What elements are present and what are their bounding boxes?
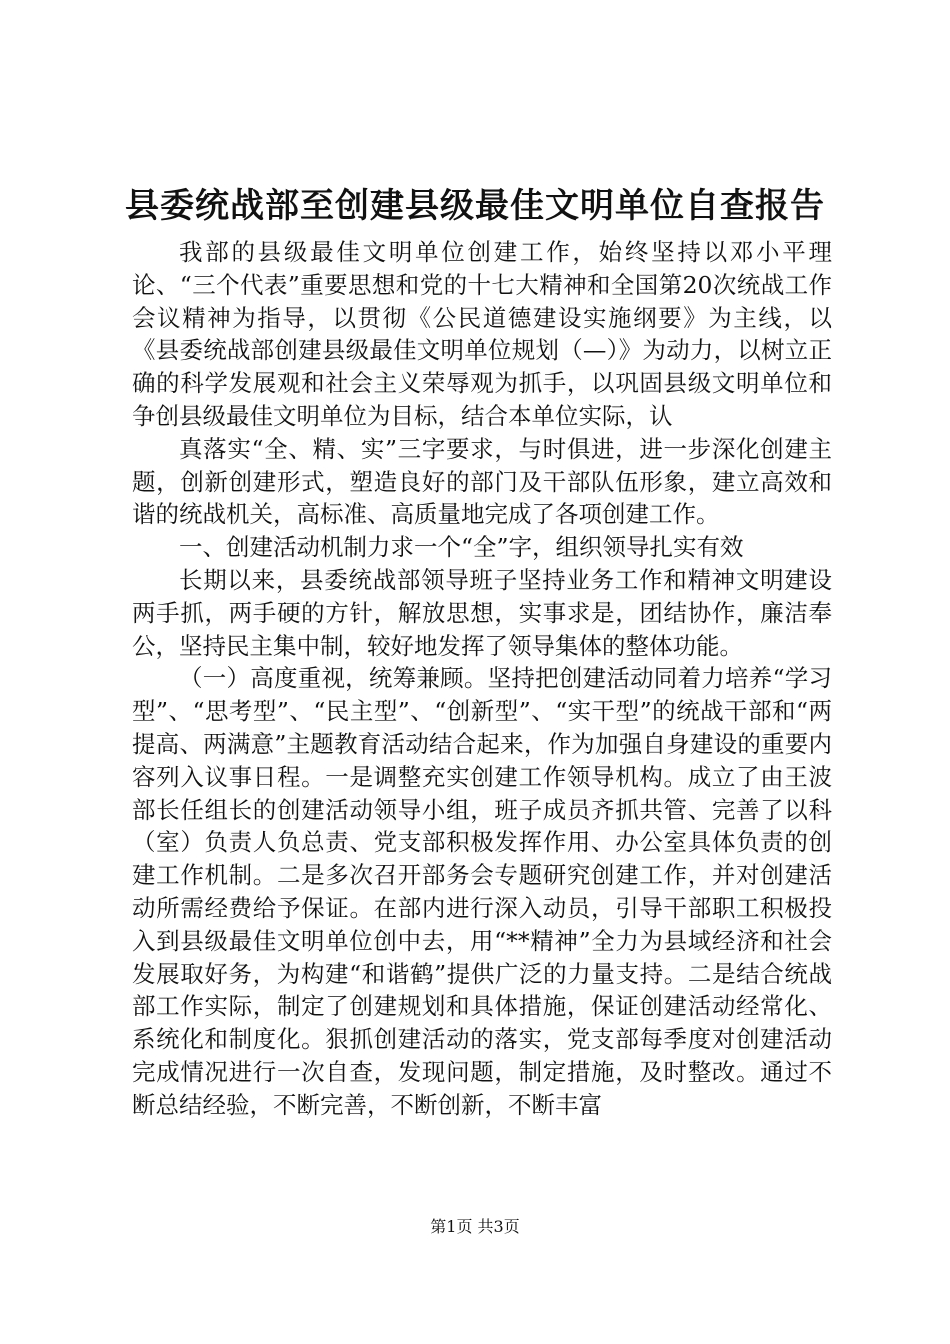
paragraph-requirements: 真落实“全、精、实”三字要求，与时俱进，进一步深化创建主题，创新创建形式，塑造良好的部门及干部队伍形象，建立高效和谐的统战机关，高标准、高质量地完成了各项创建工作。 [132, 434, 832, 529]
paragraph-subsection-1: （一）高度重视，统筹兼顾。坚持把创建活动同着力培养“学习型”、“思考型”、“民主型”、“创新型”、“实干型”的统战干部和“两提高、两满意”主题教育活动结合起来，作为加强自身建设的重要内容列入议事日程。一是调整充实创建工作领导机构。成立了由王波部长任组长的创建活动领导小组，班子成员齐抓共管、完善了以科（室）负责人负总责、党支部积极发挥作用、办公室具体负责的创建工作机制。二是多次召开部务会专题研究创建工作，并对创建活动所需经费给予保证。在部内进行深入动员，引导干部职工积极投入到县级最佳文明单位创中去，用“**精神”全力为县域经济和社会发展取好务，为构建“和谐鹤”提供广泛的力量支持。二是结合统战部工作实际，制定了创建规划和具体措施，保证创建活动经常化、系统化和制度化。狠抓创建活动的落实，党支部每季度对创建活动完成情况进行一次自查，发现问题，制定措施，及时整改。通过不断总结经验，不断完善，不断创新，不断丰富 [132, 664, 832, 1119]
paragraph-leadership: 长期以来，县委统战部领导班子坚持业务工作和精神文明建设两手抓，两手硬的方针，解放思想，实事求是，团结协作，廉洁奉公，坚持民主集中制，较好地发挥了领导集体的整体功能。 [132, 565, 832, 660]
document-title: 县委统战部至创建县级最佳文明单位自查报告 [125, 186, 825, 226]
page-footer: 第1页 共3页 [430, 1217, 520, 1236]
paragraph-intro: 我部的县级最佳文明单位创建工作，始终坚持以邓小平理论、“三个代表”重要思想和党的十七大精神和全国第20次统战工作会议精神为指导，以贯彻《公民道德建设实施纲要》为主线，以《县委统战部创建县级最佳文明单位规划（—）》为动力，以树立正确的科学发展观和社会主义荣辱观为抓手，以巩固县级文明单位和争创县级最佳文明单位为目标，结合本单位实际，认 [132, 238, 832, 430]
document-body [132, 236, 832, 1122]
section-heading-1: 一、创建活动机制力求一个“全”字，组织领导扎实有效 [179, 533, 744, 562]
